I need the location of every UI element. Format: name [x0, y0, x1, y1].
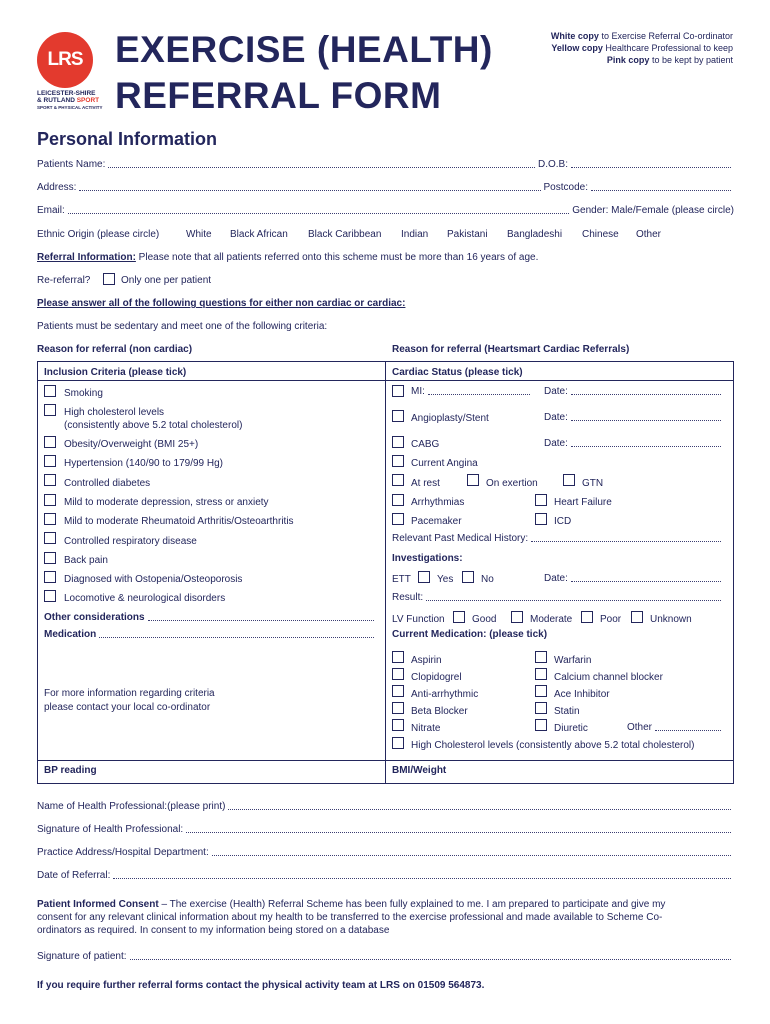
- arthritis-label: Mild to moderate Rheumatoid Arthritis/Osteoarthritis: [64, 516, 294, 527]
- table-divider-top: [37, 380, 734, 381]
- table-divider-bottom: [37, 760, 734, 761]
- consent-line1: [37, 899, 665, 910]
- address-field[interactable]: [79, 190, 540, 191]
- lv-unknown-checkbox[interactable]: [631, 611, 643, 623]
- icd-label: ICD: [554, 516, 572, 527]
- patient-signature-label: Signature of patient:: [37, 951, 127, 962]
- obesity-label: Obesity/Overweight (BMI 25+): [64, 439, 199, 450]
- lv-poor-checkbox[interactable]: [581, 611, 593, 623]
- ett-date-field[interactable]: [571, 581, 721, 582]
- depression-checkbox[interactable]: [44, 494, 56, 506]
- angioplasty-date-label: Date:: [544, 412, 568, 423]
- dob-field[interactable]: [571, 167, 731, 168]
- referral-information: [37, 252, 538, 263]
- angioplasty-date-row: [544, 412, 724, 423]
- other-considerations-field[interactable]: [148, 620, 374, 621]
- clopidogrel-label: Clopidogrel: [411, 672, 462, 683]
- answer-instruction: Please answer all of the following questions for either non cardiac or cardiac:: [37, 298, 406, 309]
- hp-name-row: [37, 801, 734, 812]
- result-field[interactable]: [426, 600, 721, 601]
- arthritis-checkbox[interactable]: [44, 513, 56, 525]
- logo-text-line1: LEICESTER-SHIRE: [37, 90, 96, 97]
- arrhythmias-checkbox[interactable]: [392, 494, 404, 506]
- back-pain-label: Back pain: [64, 555, 108, 566]
- patients-name-label: Patients Name:: [37, 159, 106, 170]
- statin-checkbox[interactable]: [535, 702, 547, 714]
- hp-name-hint: (please print): [167, 801, 226, 812]
- form-title-line1: EXERCISE (HEALTH): [115, 29, 493, 70]
- form-title-line2: REFERRAL FORM: [115, 75, 442, 116]
- beta-blocker-label: Beta Blocker: [411, 706, 468, 717]
- past-history-row: [392, 533, 724, 544]
- statin-label: Statin: [554, 706, 580, 717]
- lrs-logo: [37, 32, 93, 88]
- warfarin-label: Warfarin: [554, 655, 592, 666]
- ethnic-option-pakistani[interactable]: Pakistani: [447, 229, 488, 240]
- consent-text-1: – The exercise (Health) Referral Scheme has been fully explained to me. I am prepared to participate and give my: [158, 899, 666, 910]
- patients-name-field[interactable]: [108, 167, 535, 168]
- high-cholesterol-label: High Cholesterol levels (consistently above 5.2 total cholesterol): [411, 740, 695, 751]
- nitrate-checkbox[interactable]: [392, 719, 404, 731]
- pacemaker-label: Pacemaker: [411, 516, 462, 527]
- other-considerations-row: [44, 612, 377, 623]
- logo-text-line2: [37, 97, 99, 104]
- smoking-label: Smoking: [64, 388, 103, 399]
- ett-date-label: Date:: [544, 573, 568, 584]
- osteoporosis-label: Diagnosed with Ostopenia/Osteoporosis: [64, 574, 243, 585]
- cabg-date-field[interactable]: [571, 446, 721, 447]
- consent-label: Patient Informed Consent: [37, 899, 159, 910]
- cabg-label: CABG: [411, 439, 440, 450]
- ethnic-option-other[interactable]: Other: [636, 229, 662, 240]
- table-divider-vertical: [385, 361, 386, 784]
- calcium-checkbox[interactable]: [535, 668, 547, 680]
- practice-label: Practice Address/Hospital Department:: [37, 847, 209, 858]
- at-rest-label: At rest: [411, 478, 440, 489]
- cholesterol-checkbox[interactable]: [44, 404, 56, 416]
- bmi-weight-label: BMI/Weight: [392, 765, 447, 776]
- result-label: Result:: [392, 592, 424, 603]
- diabetes-checkbox[interactable]: [44, 474, 56, 486]
- result-row: [392, 592, 724, 603]
- beta-blocker-checkbox[interactable]: [392, 702, 404, 714]
- cholesterol-label: High cholesterol levels: [64, 407, 165, 418]
- heart-failure-checkbox[interactable]: [535, 494, 547, 506]
- back-pain-checkbox[interactable]: [44, 552, 56, 564]
- anti-arrhythmic-checkbox[interactable]: [392, 685, 404, 697]
- respiratory-label: Controlled respiratory disease: [64, 536, 197, 547]
- address-label: Address:: [37, 182, 77, 193]
- gender-label[interactable]: Gender: Male/Female (please circle): [572, 205, 734, 216]
- referral-info-label: Referral Information:: [37, 252, 136, 263]
- referral-info-text: Please note that all patients referred onto this scheme must be more than 16 years of age.: [135, 252, 539, 263]
- ethnic-option-black-caribbean[interactable]: Black Caribbean: [308, 229, 382, 240]
- ethnic-origin-label: Ethnic Origin (please circle): [37, 229, 160, 240]
- copy-instruction-yellow: Yellow copy Healthcare Professional to keep: [551, 43, 733, 53]
- mi-checkbox[interactable]: [392, 385, 404, 397]
- lv-unknown-label: Unknown: [650, 614, 692, 625]
- cabg-checkbox[interactable]: [392, 436, 404, 448]
- dob-label: D.O.B:: [537, 159, 568, 170]
- patient-signature-field[interactable]: [130, 959, 731, 960]
- bp-reading-label: BP reading: [44, 765, 97, 776]
- mi-date-field[interactable]: [571, 394, 721, 395]
- warfarin-checkbox[interactable]: [535, 651, 547, 663]
- mi-label: MI:: [411, 386, 425, 397]
- sedentary-instruction: Patients must be sedentary and meet one of the following criteria:: [37, 321, 328, 332]
- angina-checkbox[interactable]: [392, 455, 404, 467]
- lv-moderate-label: Moderate: [530, 614, 573, 625]
- locomotive-label: Locomotive & neurological disorders: [64, 593, 226, 604]
- ett-date-row: [544, 573, 724, 584]
- current-medication-label: Current Medication: (please tick): [392, 629, 548, 640]
- hypertension-checkbox[interactable]: [44, 455, 56, 467]
- logo-mark: LRS: [47, 49, 83, 70]
- medication-label: Medication: [44, 629, 97, 640]
- mi-field[interactable]: [428, 394, 530, 395]
- consent-line3: ordinators as required. In consent to my information being stored on a database: [37, 925, 390, 936]
- postcode-label: Postcode:: [543, 182, 588, 193]
- logo-text-line3: SPORT & PHYSICAL ACTIVITY: [37, 105, 103, 110]
- past-history-field[interactable]: [531, 541, 721, 542]
- patients-name-row: [37, 159, 734, 170]
- lv-good-checkbox[interactable]: [453, 611, 465, 623]
- cholesterol-label-detail: (consistently above 5.2 total cholesterol): [64, 420, 243, 431]
- ethnic-option-black-african[interactable]: Black African: [230, 229, 288, 240]
- high-cholesterol-checkbox[interactable]: [392, 737, 404, 749]
- date-referral-field[interactable]: [113, 878, 731, 879]
- re-referral-checkbox[interactable]: [103, 273, 115, 285]
- smoking-checkbox[interactable]: [44, 385, 56, 397]
- lv-poor-label: Poor: [600, 614, 622, 625]
- angioplasty-date-field[interactable]: [571, 420, 721, 421]
- calcium-label: Calcium channel blocker: [554, 672, 663, 683]
- mi-row: [411, 386, 533, 397]
- anti-arrhythmic-label: Anti-arrhythmic: [411, 689, 479, 700]
- inclusion-criteria-header: Inclusion Criteria (please tick): [44, 367, 187, 378]
- lv-moderate-checkbox[interactable]: [511, 611, 523, 623]
- ett-no-label: No: [481, 574, 494, 585]
- respiratory-checkbox[interactable]: [44, 532, 56, 544]
- other-medication-field[interactable]: [655, 730, 721, 731]
- personal-info-heading: Personal Information: [37, 129, 218, 149]
- logo-text-line2a: & RUTLAND: [37, 97, 77, 104]
- hp-name-field[interactable]: [228, 809, 731, 810]
- gtn-label: GTN: [582, 478, 604, 489]
- aspirin-label: Aspirin: [411, 655, 442, 666]
- criteria-info-line1: For more information regarding criteria: [44, 688, 215, 699]
- only-one-per-patient: Only one per patient: [121, 275, 212, 286]
- investigations-label: Investigations:: [392, 553, 463, 564]
- diabetes-label: Controlled diabetes: [64, 478, 151, 489]
- angina-label: Current Angina: [411, 458, 478, 469]
- nitrate-label: Nitrate: [411, 723, 441, 734]
- ett-yes-label: Yes: [437, 574, 454, 585]
- cabg-date-row: [544, 438, 724, 449]
- patient-signature-row: [37, 951, 734, 962]
- diuretic-label: Diuretic: [554, 723, 588, 734]
- aspirin-checkbox[interactable]: [392, 651, 404, 663]
- practice-field[interactable]: [212, 855, 731, 856]
- date-referral-label: Date of Referral:: [37, 870, 111, 881]
- angioplasty-checkbox[interactable]: [392, 410, 404, 422]
- on-exertion-label: On exertion: [486, 478, 538, 489]
- criteria-info-line2: please contact your local co-ordinator: [44, 702, 211, 713]
- diuretic-checkbox[interactable]: [535, 719, 547, 731]
- mi-date-row: [544, 386, 724, 397]
- medication-field[interactable]: [99, 637, 374, 638]
- ethnic-option-bangladeshi[interactable]: Bangladeshi: [507, 229, 563, 240]
- consent-line2: consent for any relevant clinical information about my health to be transferred to the exercise professional and made available to Scheme Co-: [37, 912, 663, 923]
- other-considerations-label: Other considerations: [44, 612, 145, 623]
- copy-instruction-white: White copy to Exercise Referral Co-ordinator: [550, 31, 733, 41]
- angioplasty-label: Angioplasty/Stent: [411, 413, 489, 424]
- lv-good-label: Good: [472, 614, 497, 625]
- ett-yes-checkbox[interactable]: [418, 571, 430, 583]
- hp-signature-label: Signature of Health Professional:: [37, 824, 184, 835]
- lv-function-label: LV Function: [392, 614, 445, 625]
- email-label: Email:: [37, 205, 65, 216]
- contact-note: If you require further referral forms contact the physical activity team at LRS on 01509 564873.: [37, 980, 485, 991]
- gtn-checkbox[interactable]: [563, 474, 575, 486]
- obesity-checkbox[interactable]: [44, 436, 56, 448]
- pacemaker-checkbox[interactable]: [392, 513, 404, 525]
- re-referral-label: Re-referral?: [37, 275, 91, 286]
- practice-row: [37, 847, 734, 858]
- logo-text-line2b: SPORT: [76, 97, 100, 104]
- on-exertion-checkbox[interactable]: [467, 474, 479, 486]
- osteoporosis-checkbox[interactable]: [44, 571, 56, 583]
- ethnic-option-white[interactable]: White: [186, 229, 212, 240]
- ethnic-option-indian[interactable]: Indian: [401, 229, 429, 240]
- locomotive-checkbox[interactable]: [44, 590, 56, 602]
- cabg-date-label: Date:: [544, 438, 568, 449]
- non-cardiac-heading: Reason for referral (non cardiac): [37, 344, 193, 355]
- copy-instruction-pink: Pink copy to be kept by patient: [606, 55, 733, 65]
- date-referral-row: [37, 870, 734, 881]
- other-medication-row: [627, 722, 724, 733]
- ett-label: ETT: [392, 574, 411, 585]
- address-row: [37, 182, 734, 193]
- hp-signature-field[interactable]: [186, 832, 731, 833]
- clopidogrel-checkbox[interactable]: [392, 668, 404, 680]
- icd-checkbox[interactable]: [535, 513, 547, 525]
- arrhythmias-label: Arrhythmias: [411, 497, 465, 508]
- depression-label: Mild to moderate depression, stress or anxiety: [64, 497, 269, 508]
- postcode-field[interactable]: [591, 190, 731, 191]
- hypertension-label: Hypertension (140/90 to 179/99 Hg): [64, 458, 223, 469]
- email-field[interactable]: [68, 213, 569, 214]
- hp-signature-row: [37, 824, 734, 835]
- cardiac-heading: Reason for referral (Heartsmart Cardiac Referrals): [392, 344, 630, 355]
- email-row: [37, 205, 734, 216]
- ethnic-option-chinese[interactable]: Chinese: [582, 229, 619, 240]
- ace-checkbox[interactable]: [535, 685, 547, 697]
- ace-label: Ace Inhibitor: [554, 689, 610, 700]
- heart-failure-label: Heart Failure: [554, 497, 612, 508]
- past-history-label: Relevant Past Medical History:: [392, 533, 529, 544]
- medication-row: [44, 629, 377, 640]
- mi-date-label: Date:: [544, 386, 568, 397]
- other-medication-label: Other: [627, 722, 653, 733]
- at-rest-checkbox[interactable]: [392, 474, 404, 486]
- hp-name-label: Name of Health Professional:: [37, 801, 168, 812]
- cardiac-status-header: Cardiac Status (please tick): [392, 367, 523, 378]
- ett-no-checkbox[interactable]: [462, 571, 474, 583]
